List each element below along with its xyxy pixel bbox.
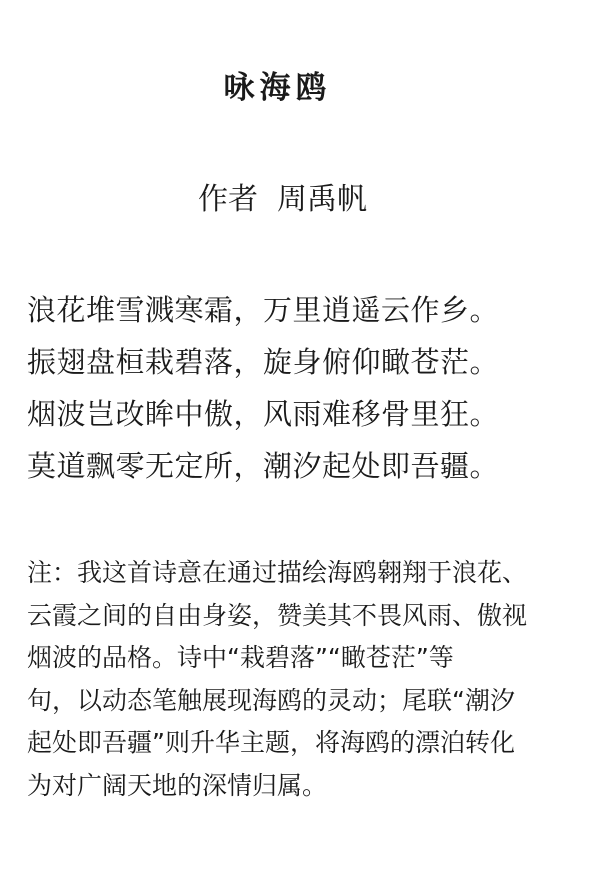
note-line: 为对广阔天地的深情归属。: [27, 770, 328, 800]
author-note: [27, 552, 607, 807]
poem-body: [27, 284, 607, 492]
poem-author: 作者 周禹帆: [197, 182, 368, 217]
poem-title: 咏海鸥: [223, 70, 332, 106]
note-line: 起处即吾疆”则升华主题，将海鸥的漂泊转化: [27, 728, 515, 757]
note-line: 云霞之间的自由身姿，赞美其不畏风雨、傲视: [27, 600, 528, 630]
poem-line: 浪花堆雪溅寒霜，万里逍遥云作乡。: [27, 293, 500, 327]
note-line: 烟波的品格。诗中“栽碧落”“瞰苍茫”等: [27, 643, 454, 672]
poem-line: 莫道飘零无定所，潮汐起处即吾疆。: [27, 449, 500, 483]
poem-line: 烟波岂改眸中傲，风雨难移骨里狂。: [27, 397, 500, 431]
poem-line: 振翅盘桓栽碧落，旋身俯仰瞰苍茫。: [27, 345, 500, 379]
note-line: 句，以动态笔触展现海鸥的灵动；尾联“潮汐: [27, 685, 515, 715]
note-line: 注：我这首诗意在通过描绘海鸥翱翔于浪花、: [27, 558, 528, 587]
